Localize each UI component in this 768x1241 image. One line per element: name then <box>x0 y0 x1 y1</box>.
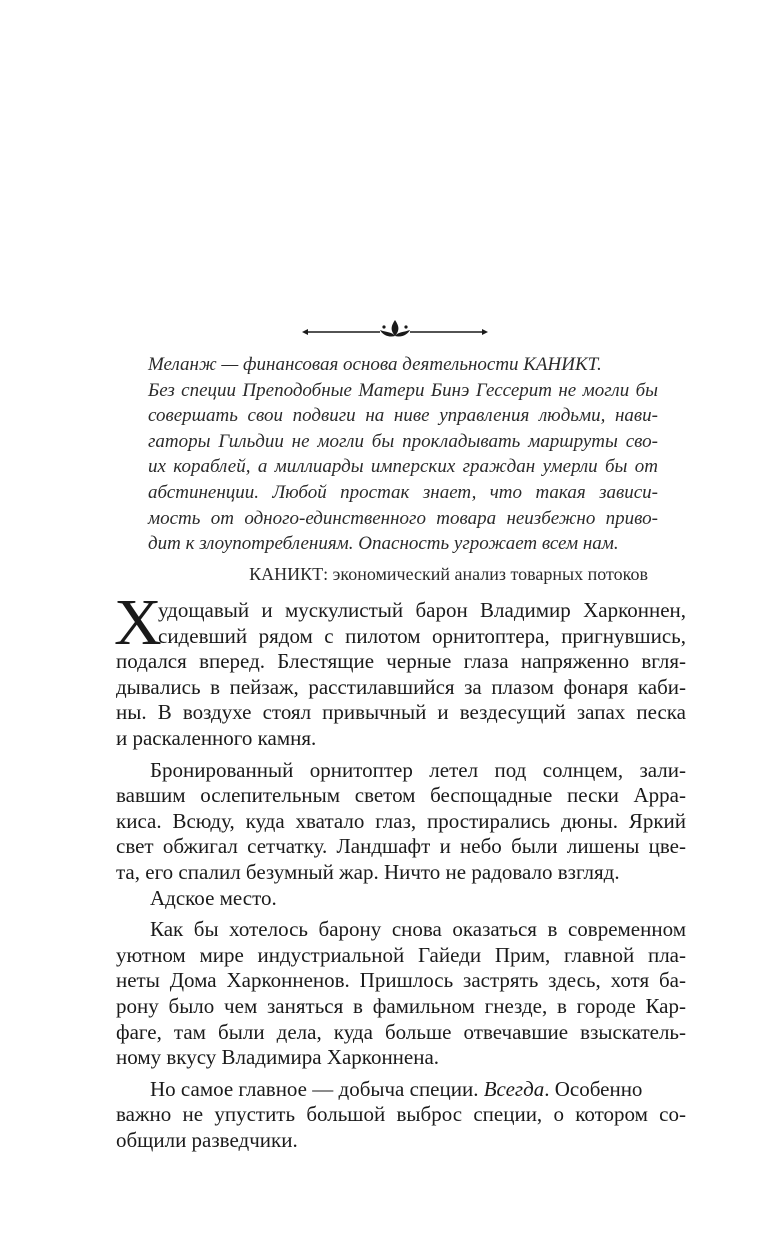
paragraph-5 <box>116 1077 686 1154</box>
epigraph-line: Меланж — финансовая основа деятельности КАНИКТ. <box>148 354 602 375</box>
drop-cap: Х <box>114 586 162 659</box>
paragraph-2 <box>116 758 686 886</box>
text-line: удощавый и мускулистый барон Владимир Харконнен, <box>158 598 686 622</box>
text-line <box>116 1077 686 1103</box>
text-line: общили разведчики. <box>116 1127 298 1152</box>
text-line: неты Дома Харконненов. Пришлось застрять здесь, хотя ба- <box>116 968 686 993</box>
text-line: киса. Всюду, куда хватало глаз, простирались дюны. Яркий <box>116 808 686 833</box>
ornament-divider <box>300 318 490 342</box>
paragraph-3 <box>116 886 686 912</box>
epigraph-source: КАНИКТ: экономический анализ товарных потоков <box>249 564 648 584</box>
text-line: сидевший рядом с пилотом орнитоптера, пригнувшись, <box>158 623 686 648</box>
text-line: свет обжигал сетчатку. Ландшафт и небо были лишены цве- <box>116 834 686 859</box>
text-line: ны. В воздухе стоял привычный и вездесущий запах песка <box>116 700 686 725</box>
text-line: Бронированный орнитоптер летел под солнцем, зали- <box>150 757 686 782</box>
paragraph-4 <box>116 917 686 1071</box>
text-line: та, его спалил безумный жар. Ничто не радовало взгляд. <box>116 859 620 884</box>
text-line: вавшим ослепительным светом беспощадные пески Арра- <box>116 783 686 808</box>
emphasis: Всегда <box>483 1076 545 1101</box>
text-line: ному вкусу Владимира Харконнена. <box>116 1045 440 1070</box>
text-line: рону было чем заняться в фамильном гнезде, в городе Кар- <box>116 993 686 1018</box>
epigraph-line: Без специи Преподобные Матери Бинэ Гессерит не могли бы <box>148 379 658 401</box>
epigraph-line: дит к злоупотреблениям. Опасность угрожает всем нам. <box>148 533 619 555</box>
text-line: Как бы хотелось барону снова оказаться в современном <box>150 917 686 942</box>
text-line: уютном мире индустриальной Гайеди Прим, главной пла- <box>116 942 686 967</box>
text-run: Но самое главное — добыча специи. <box>150 1076 484 1101</box>
body-text <box>116 598 686 1153</box>
text-line: дывались в пейзаж, расстилавшийся за плазом фонаря каби- <box>116 674 686 699</box>
text-line: фаге, там были дела, куда больше отвечавшие взыскатель- <box>116 1019 686 1044</box>
epigraph-line: их кораблей, а миллиарды имперских граждан умерли бы от <box>148 456 658 478</box>
epigraph-line: мость от одного-единственного товара неизбежно приво- <box>148 507 658 529</box>
epigraph <box>148 352 658 557</box>
text-line: подался вперед. Блестящие черные глаза напряженно вгля- <box>116 649 686 674</box>
epigraph-line: гаторы Гильдии не могли бы прокладывать маршруты сво- <box>148 430 658 452</box>
text-line: важно не упустить большой выброс специи, о котором со- <box>116 1102 686 1127</box>
text-line: и раскаленного камня. <box>116 725 317 750</box>
epigraph-line: совершать свои подвиги на ниве управления людьми, нави- <box>148 405 658 427</box>
epigraph-line: абстиненции. Любой простак знает, что такая зависи- <box>148 481 658 503</box>
text-run: . Особенно <box>544 1076 643 1101</box>
text-line: Адское место. <box>150 885 277 910</box>
paragraph-1 <box>116 598 686 752</box>
